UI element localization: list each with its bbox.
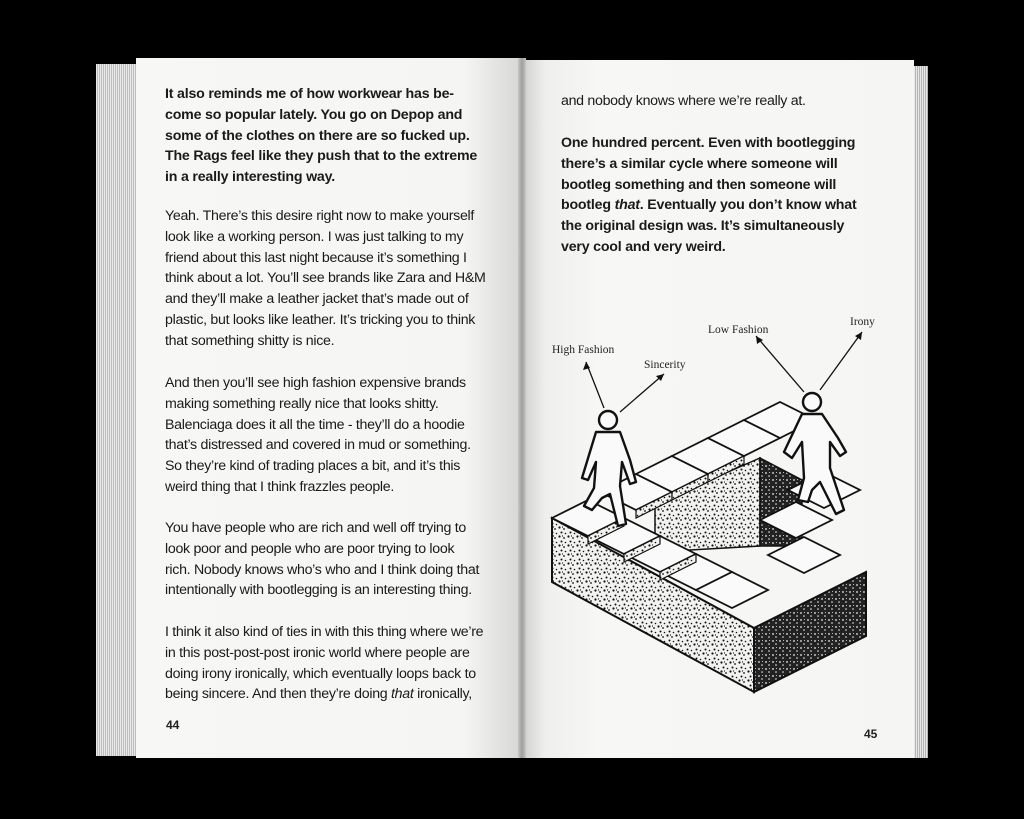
text-line: and they’ll make a leather jacket that’s made out of — [165, 291, 469, 308]
text-line: Yeah. There’s this desire right now to make yourself — [165, 208, 475, 224]
text-line: doing irony ironically, which eventually loops back to — [165, 665, 476, 682]
text-line: very cool and very weird. — [561, 238, 726, 255]
text-fragment: being sincere. And then they’re doing — [165, 686, 392, 703]
label-irony: Irony — [850, 316, 875, 328]
text-fragment: bootleg — [561, 197, 615, 214]
text-line: I think it also kind of ties in with this thing where we’re — [165, 624, 484, 640]
text-line: So they’re kind of trading places a bit, and it’s this — [165, 458, 461, 475]
text-line: that something shitty is nice. — [165, 332, 335, 349]
text-line: One hundred percent. Even with bootlegging — [561, 135, 856, 151]
text-line: that’s distressed and covered in mud or something. — [165, 437, 471, 454]
left-paragraph-2 — [165, 373, 495, 498]
text-line: there’s a similar cycle where someone will — [561, 155, 838, 172]
text-line — [561, 195, 891, 216]
left-paragraph-1 — [165, 206, 495, 352]
text-line: rich. Nobody knows who’s who and I think doing that — [165, 561, 480, 578]
right-question — [561, 133, 891, 258]
penrose-staircase-illustration — [540, 310, 880, 700]
text-line: You have people who are rich and well off trying to — [165, 520, 466, 536]
text-line: the original design was. It’s simultaneously — [561, 218, 845, 235]
figure-high-fashion — [582, 411, 636, 526]
text-line: look like a working person. I was just talking to my — [165, 228, 464, 245]
text-line: look poor and people who are poor trying to look — [165, 540, 455, 557]
text-line: and nobody knows where we’re really at. — [561, 93, 806, 109]
text-line: making something really nice that looks shitty. — [165, 395, 439, 412]
page-number-right: 45 — [864, 727, 878, 741]
right-continuation — [561, 91, 891, 112]
left-question — [165, 84, 493, 188]
text-line: It also reminds me of how workwear has be- — [165, 86, 454, 102]
italic-emphasis: that — [391, 686, 414, 703]
left-paragraph-3 — [165, 518, 495, 601]
text-fragment: . Eventually you don’t know what — [639, 197, 857, 214]
text-line: plastic, but looks like leather. It’s tricking you to think — [165, 311, 476, 328]
label-high-fashion: High Fashion — [552, 344, 615, 356]
text-line: some of the clothes on there are so fucked up. — [165, 127, 470, 144]
text-line: Balenciaga does it all the time - they’ll do a hoodie — [165, 416, 465, 433]
text-line: in this post-post-post ironic world where people are — [165, 644, 470, 661]
arrowheads — [583, 332, 862, 381]
italic-emphasis: that — [614, 197, 640, 214]
label-low-fashion: Low Fashion — [708, 324, 769, 336]
text-line: bootleg something and then someone will — [561, 176, 837, 193]
text-line: friend about this last night because it’s something I — [165, 249, 467, 266]
text-line: think about a lot. You’ll see brands like Zara and H&M — [165, 270, 486, 287]
text-line: weird thing that I think frazzles people. — [165, 478, 395, 495]
left-paragraph-4 — [165, 622, 495, 705]
text-fragment: ironically, — [413, 686, 472, 703]
book-gutter — [518, 58, 526, 758]
page-edges-left — [96, 64, 136, 756]
text-line: intentionally with bootlegging is an interesting thing. — [165, 582, 472, 599]
block-side-face — [754, 572, 866, 692]
text-line: in a really interesting way. — [165, 169, 335, 186]
text-line: The Rags feel like they push that to the extreme — [165, 148, 478, 165]
page-edges-right — [912, 66, 928, 758]
text-line — [165, 684, 495, 705]
text-line: And then you’ll see high fashion expensive brands — [165, 375, 466, 391]
page-number-left: 44 — [166, 718, 180, 732]
label-sincerity: Sincerity — [644, 359, 686, 371]
text-line: come so popular lately. You go on Depop and — [165, 106, 463, 123]
